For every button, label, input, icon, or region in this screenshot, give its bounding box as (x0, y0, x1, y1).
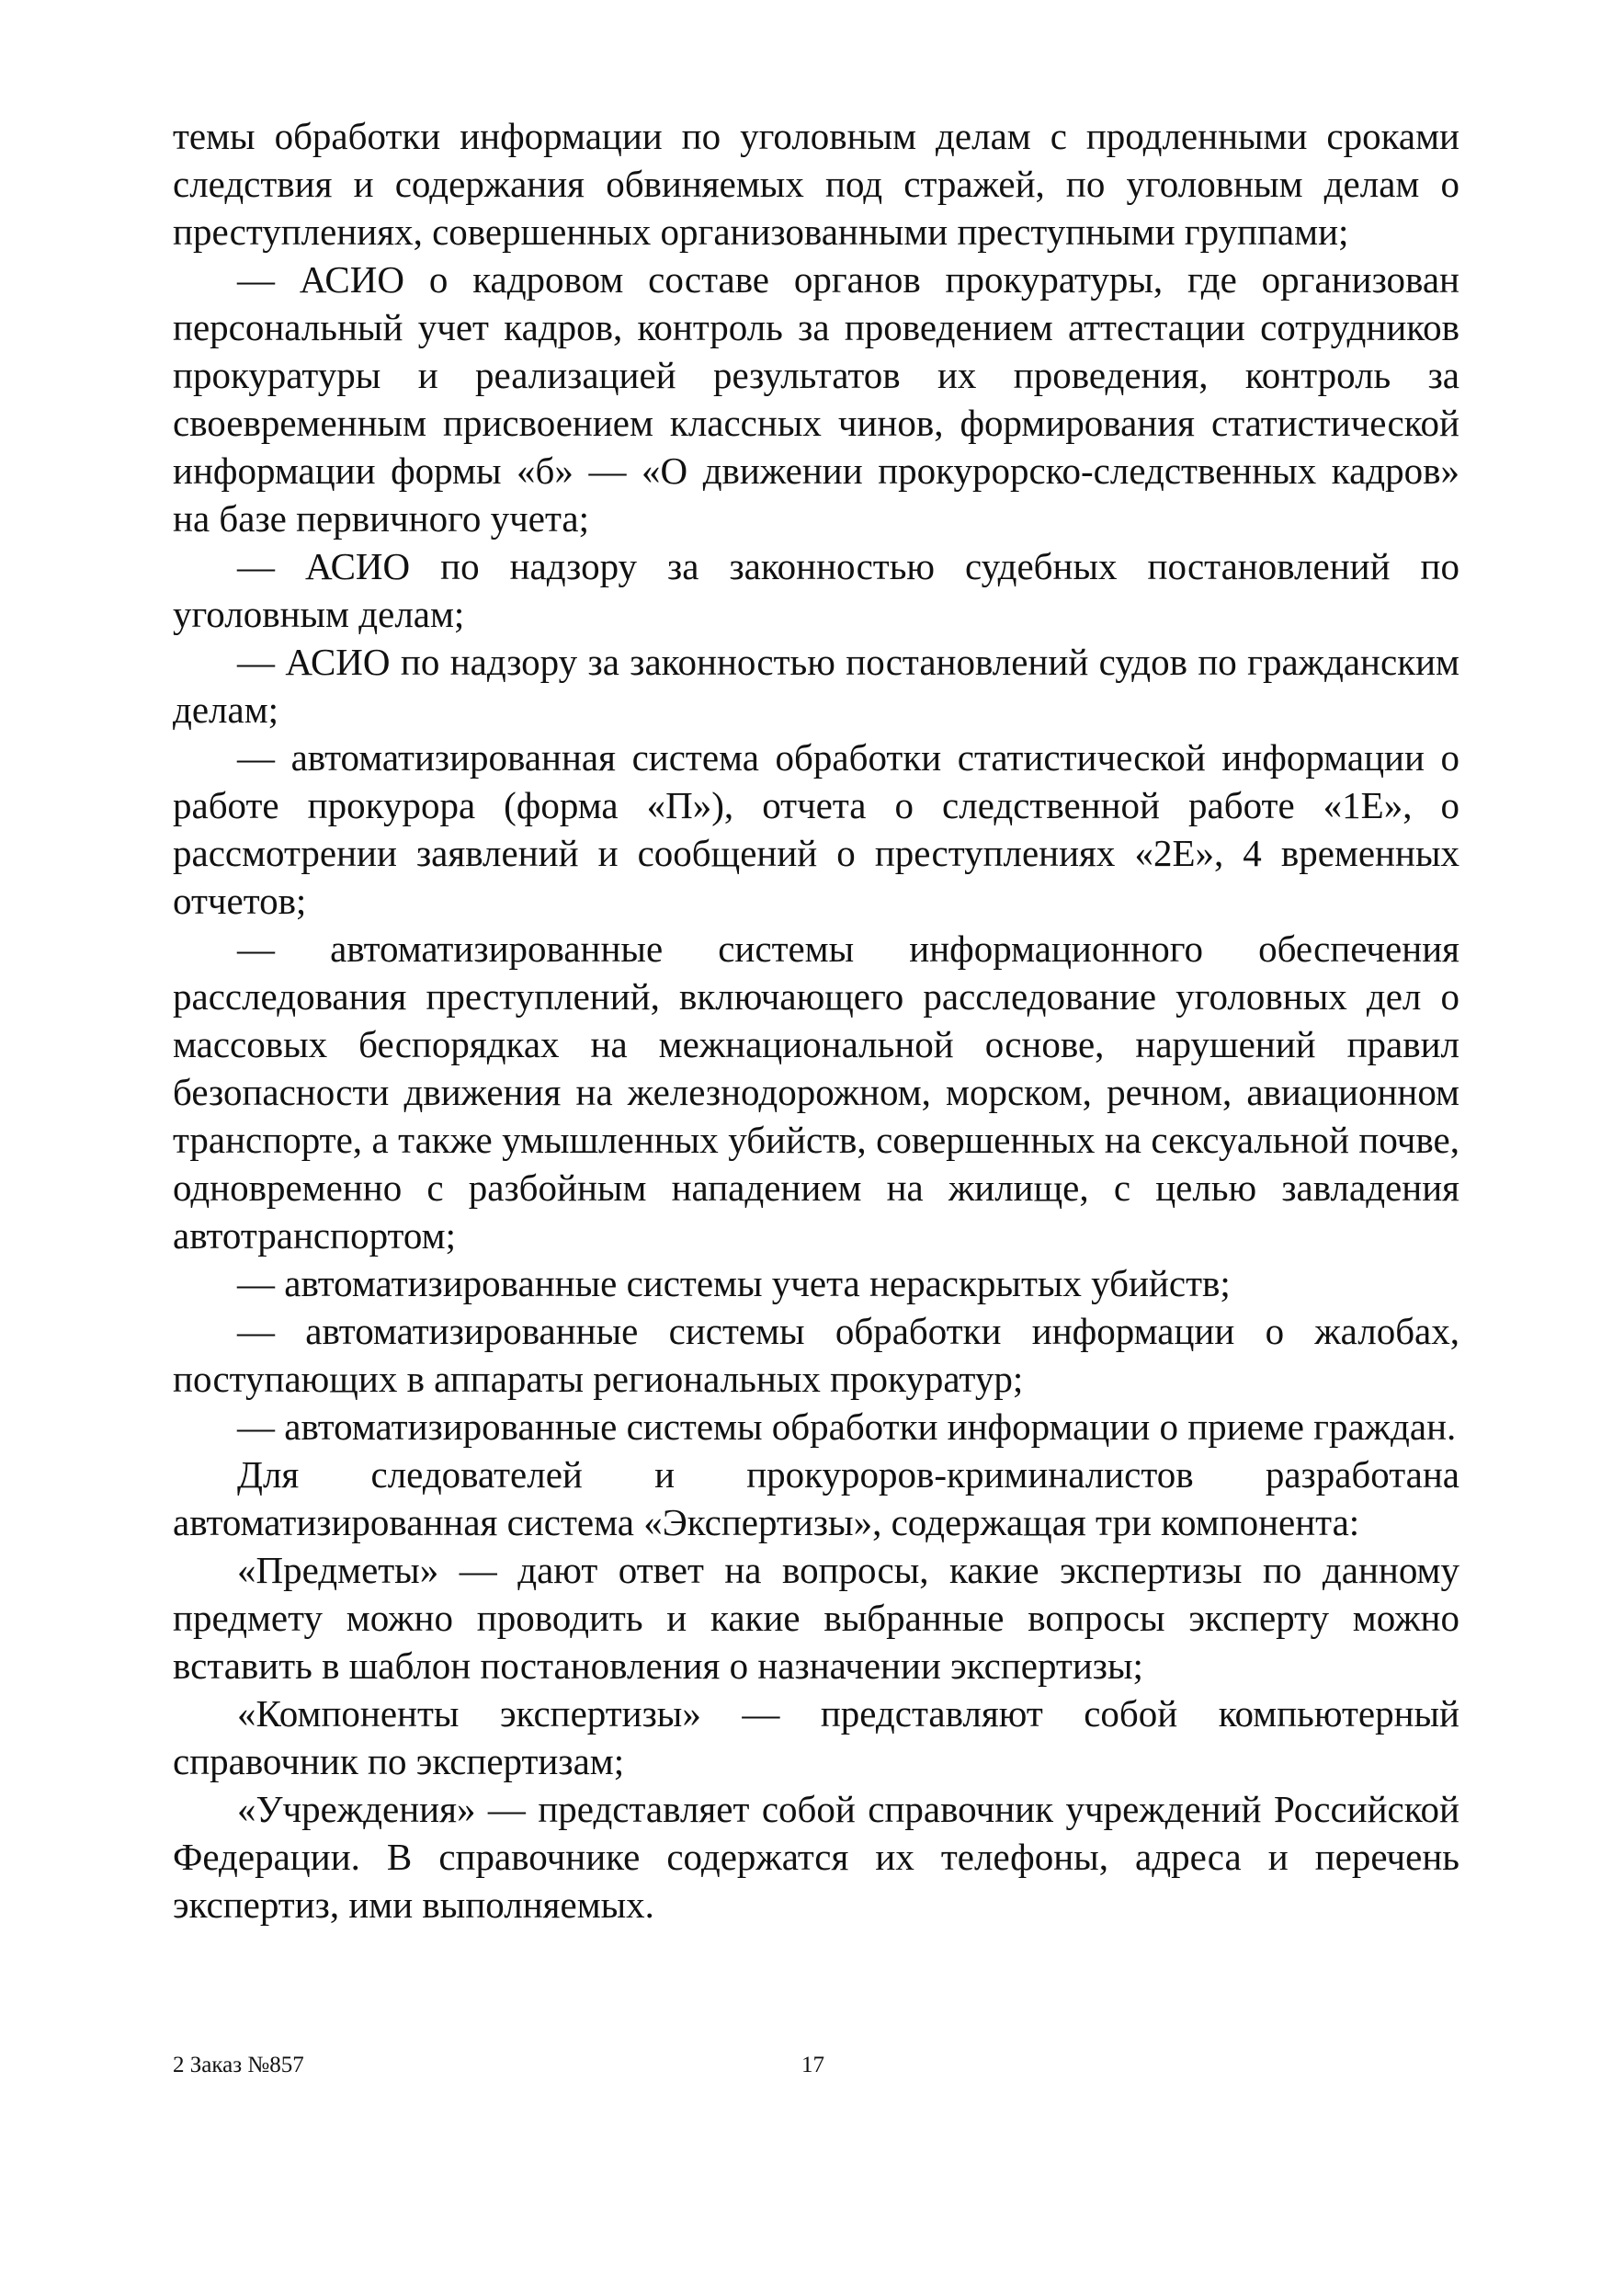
list-item-asio-personnel: — АСИО о кадровом составе органов прокуратуры, где организован персональный учет кадров, контроль за проведением аттестации сотрудников прокуратуры и реализацией результатов их проведения, контроль за своевременным присвоением классных чинов, формирования статистической информации формы «б» — «О движении прокурорско-следственных кадров» на базе первичного учета; (173, 258, 1459, 540)
list-item-asio-criminal-rulings: — АСИО по надзору за законностью судебных постановлений по уголовным делам; (173, 545, 1459, 635)
paragraph-expertise-system: Для следователей и прокуроров-криминалистов разработана автоматизированная система «Экспертизы», содержащая три компонента: (173, 1453, 1459, 1543)
list-item-asio-civil-rulings: — АСИО по надзору за законностью постановлений судов по гражданским делам; (173, 641, 1459, 731)
paragraph-component-objects: «Предметы» — дают ответ на вопросы, какие экспертизы по данному предмету можно проводить и какие выбранные вопросы эксперту можно вставить в шаблон постановления о назначении экспертизы; (173, 1549, 1459, 1687)
list-item-statistics-system: — автоматизированная система обработки статистической информации о работе прокурора (форма «П»), отчета о следственной работе «1Е», о рассмотрении заявлений и сообщений о преступлениях «2Е», 4 временных отчетов; (173, 736, 1459, 922)
paragraph-continuation: темы обработки информации по уголовным делам с продленными сроками следствия и содержания обвиняемых под стражей, по уголовным делам о преступлениях, совершенных организованными преступными группами; (173, 115, 1459, 253)
list-item-investigation-support: — автоматизированные системы информационного обеспечения расследования преступлений, включающего расследование уголовных дел о массовых беспорядках на межнациональной основе, нарушений правил безопасности движения на железнодорожном, морском, речном, авиационном транспорте, а также умышленных убийств, совершенных на сексуальной почве, одновременно с разбойным нападением на жилище, с целью завладения автотранспортом; (173, 927, 1459, 1257)
body-text (173, 112, 1459, 1929)
paragraph-component-institutions: «Учреждения» — представляет собой справочник учреждений Российской Федерации. В справочнике содержатся их телефоны, адреса и перечень экспертиз, ими выполняемых. (173, 1788, 1459, 1926)
printer-signature: 2 Заказ №857 (173, 2053, 304, 2077)
list-item-citizen-reception: — автоматизированные системы обработки информации о приеме граждан. (237, 1405, 1457, 1448)
page-footer (0, 2053, 1624, 2089)
list-item-unsolved-murders: — автоматизированные системы учета нераскрытых убийств; (237, 1262, 1231, 1304)
page-number: 17 (801, 2053, 824, 2077)
list-item-complaints: — автоматизированные системы обработки информации о жалобах, поступающих в аппараты региональных прокуратур; (173, 1310, 1459, 1400)
paragraph-component-expertise: «Компоненты экспертизы» — представляют собой компьютерный справочник по экспертизам; (173, 1692, 1459, 1782)
